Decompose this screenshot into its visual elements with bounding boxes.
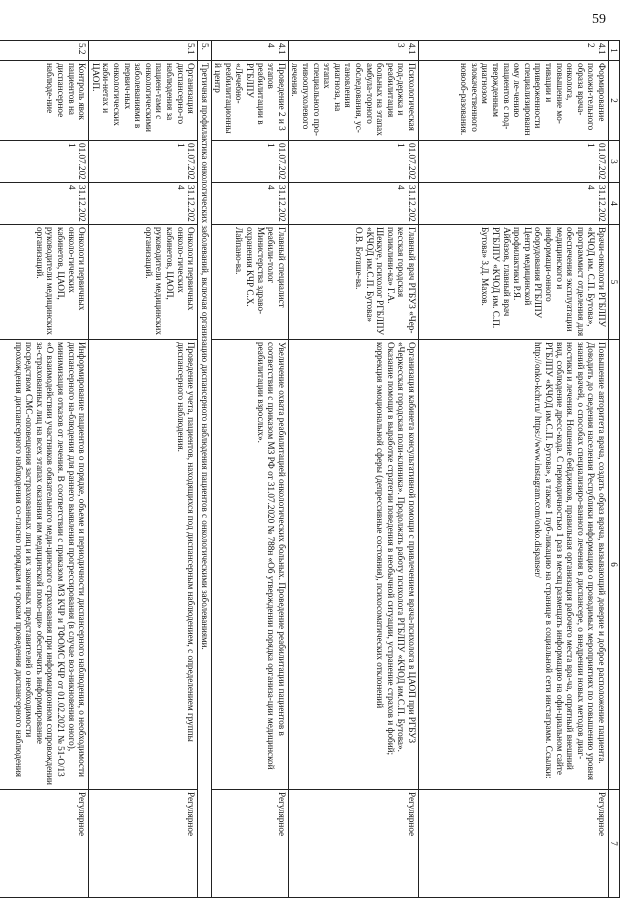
measure-name: Психологическая под-держка и реабилитация больных на этапах амбула-торного обследования, ус-тановления диагноза, на этапах специального про-тивоопухолевого лечения. (288, 61, 418, 141)
page-number: 59 (592, 12, 606, 27)
header-cell: 7 (609, 790, 620, 898)
expected-result: Повышение авторитета врача, создать образ врача, вызывающий доверие и доброе расположение пациента. Доводить до сведения населения Республики информацию о проводимых мероприятиях по повышению уровня знаний врачей, о способах специализиро-ванного лечения в диспансере, о внедрении новых методов диаг-ностики и лечения. Ношение бейджиков, правильная организация рабочего места вра-ча, опрятный внешний вид, соблюдение дресс-кода. С периодичностью 1 раз в месяц размещать информацию на офи-циальном сайте РГБЛПУ «КЧОД им.С.П. Бутова», а также 1 пуб-ликацию на странице в социальной сети инстаграмм. Ссылки: http://onko-kchr.ru/ https://www.instagram.com/onko.dispanser/ (419, 340, 609, 790)
periodicity: Регулярное (419, 790, 609, 898)
plan-table-sheet (13, 40, 620, 897)
measure-name: Формирование положи-тельного образа врача-онколога, повышение мо-тивации и приверженности специализированному ле-чению пациентов с под-твержденным диагнозом злокачественного новооб-разования. (419, 61, 609, 141)
row-number: 4.14 (211, 41, 288, 61)
periodicity: Регулярное (211, 790, 288, 898)
header-row (609, 41, 620, 898)
expected-result: Организация кабинета консультативной помощи с привлечением врача-психолога в ЦАОП при РГБУЗ «Черкесская городская поли-клиника». Продолжать работу психолога РГБЛПУ «КЧОД им.С.П. Бутова». Оказание помощи в выработке стратегии поведения в необычной ситуации, устранение страхов и фобий; коррекция эмоциональной сферы (депрессивные состояния), психосоматических отклонений (288, 340, 418, 790)
table-row (419, 41, 609, 898)
row-number: 4.13 (288, 41, 418, 61)
end-date: 31.12.2024 (419, 183, 609, 225)
start-date: 01.07.2021 (0, 141, 89, 183)
responsible: Главный специалист реабили-толог Министерства здраво-охранения КЧР С.Х. Лайпано-ва. (211, 225, 288, 340)
header-cell: 1 (609, 41, 620, 61)
section-title: Третичная профилактика онкологических заболеваний, включая организацию диспансерного наблюдения пациентов с онкологическими заболеваниями. (198, 61, 212, 898)
start-date: 01.07.2021 (89, 141, 198, 183)
section-row (198, 41, 212, 898)
responsible: Врачи-онкологи РГБЛПУ «КЧОД им. С.П. Бутова», программист отделения для обеспечения эксплуатации медицинского и информаци-онного оборудования РГБЛПУ Центр медицинской профилактики Р.Я. Айбазов, главный врач РГБЛПУ «КЧОД им. С.П. Бутова» З.Д. Махов. (419, 225, 609, 340)
expected-result: Информирование пациентов о порядке, объеме и периодичности диспансерного наблюдения, о необходимости диспансерного на-блюдения для раннего выявления прогрессирования (в случае воз-никновения оного), минимизация отказов от лечения. В соответствии с приказом МЗ КЧР и ТФОМС КЧР от 01.02.2021 № 51-О/13 «О взаимодействии участников обязательного меди-цинского страхования при информационном сопровождении за-страхованных лиц на всех этапах оказания им медицинской помо-щи» обеспечить информирование посредством СМС-оповещения застрахованных лиц и их законных представителей о необходимости прохождения диспансерного наблюдения со-гласно порядкам и срокам проведения диспансерного наблюдения (0, 340, 89, 790)
header-cell: 4 (609, 183, 620, 225)
header-cell: 3 (609, 141, 620, 183)
measure-name: Организация диспансерно-го наблюдения за пациен-тами с онкологическими заболеваниями в первич-ных онкологических каби-нетах и ЦАОП. (89, 61, 198, 141)
plan-table (0, 40, 620, 898)
row-number: 5.1 (89, 41, 198, 61)
expected-result: Проведение учета, пациентов, находящихся под диспансерным наблюдением, с определением группы диспансерного наблюдения. (89, 340, 198, 790)
row-number: 5.2 (0, 41, 89, 61)
header-cell: 6 (609, 340, 620, 790)
measure-name: Проведение 2 и 3 этапов реабилитации в РГБЛПУ «Лечебно-реабилитационный центр (211, 61, 288, 141)
periodicity: Регулярное (288, 790, 418, 898)
row-number: 4.12 (419, 41, 609, 61)
header-cell: 5 (609, 225, 620, 340)
header-cell: 2 (609, 61, 620, 141)
end-date: 31.12.2024 (89, 183, 198, 225)
end-date: 31.12.2024 (0, 183, 89, 225)
table-row (0, 41, 89, 898)
measure-name: Контроль явок пациентов на диспансерное наблюде-ние (0, 61, 89, 141)
periodicity: Регулярное (89, 790, 198, 898)
table-row (211, 41, 288, 898)
section-number: 5. (198, 41, 212, 61)
responsible: Онкологи первичных онколо-гических кабинетов, ЦАОП, руководители медицинских организаций. (89, 225, 198, 340)
start-date: 01.07.2021 (419, 141, 609, 183)
table-row (288, 41, 418, 898)
start-date: 01.07.2021 (288, 141, 418, 183)
responsible: Главный врач РГБУЗ «Чер-кесская городская поликлини-ка» Г.А. Шеккуе, психолог РГБЛПУ «КЧОД им.С.П. Бутова» О.В. Боташе-ва. (288, 225, 418, 340)
start-date: 01.07.2021 (211, 141, 288, 183)
end-date: 31.12.2024 (211, 183, 288, 225)
end-date: 31.12.2024 (288, 183, 418, 225)
periodicity: Регулярное (0, 790, 89, 898)
table-row (89, 41, 198, 898)
responsible: Онкологи первичных онколо-гических кабинетов, ЦАОП, руководители медицинских организаций. (0, 225, 89, 340)
expected-result: Увеличение охвата реабилитацией онкологических больных. Проведение реабилитации пациентов в соответствии с приказом МЗ РФ от 31.07.2020 № 788н «Об утверждении порядка организа-ции медицинской реабилитации взрослых». (211, 340, 288, 790)
